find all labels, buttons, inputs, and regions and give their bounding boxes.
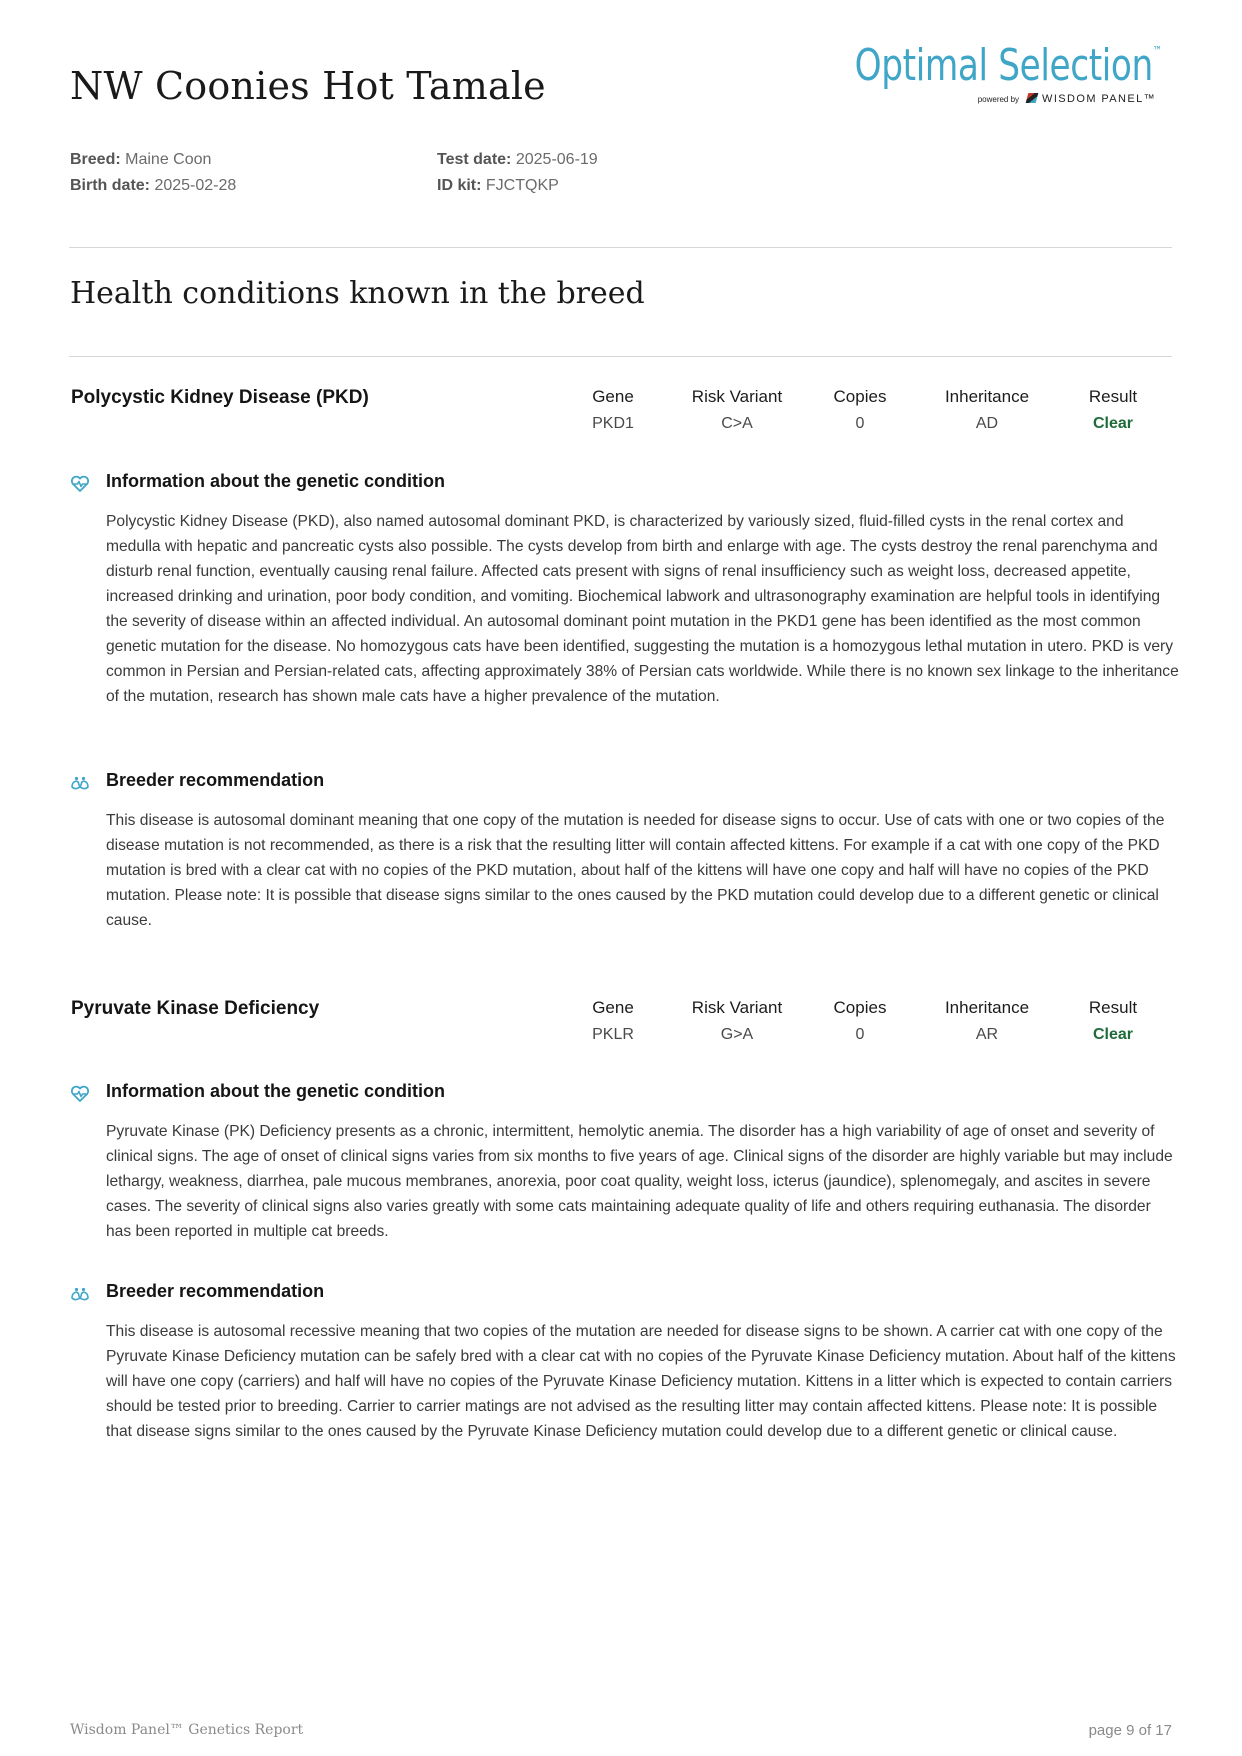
id-kit-label: ID kit: [437,177,482,194]
result-column [1048,998,1178,1044]
info-section-pyruvate-kinase [70,1081,1180,1240]
result-header: Result [1088,387,1138,406]
pet-details-left [70,147,236,199]
inheritance-header: Inheritance [944,387,1030,406]
breeder-text: This disease is autosomal dominant meaning that one copy of the mutation is needed for disease signs to occur. Use of cats with one or two copies of the disease mutation is not recommended, as there is a risk that the resulting litter will contain affected kittens. For example if a cat with one copy of the PKD mutation is bred with a clear cat with no copies of the PKD mutation, about half of the kittens will have one copy and half will have no copies of the PKD mutation. Please note: It is possible that disease signs similar to the ones caused by the PKD mutation could develop due to a different genetic or clinical cause. [106,812,1165,929]
optimal-selection-logo [854,40,1162,108]
footer-report-name: Wisdom Panel™ Genetics Report [70,1722,304,1738]
risk-variant-header: Risk Variant [691,387,783,406]
info-text: Pyruvate Kinase (PK) Deficiency presents as a chronic, intermittent, hemolytic anemia. The disorder has a high variability of age of onset and severity of clinical signs. The age of onset of clinical signs varies from six months to five years of age. Clinical signs of the disorder are highly variable but may include lethargy, weakness, diarrhea, pale mucous membranes, anorexia, poor coat quality, weight loss, icterus (jaundice), splenomegaly, and ascites in severe cases. The severity of clinical signs also varies greatly with some cats maintaining adequate quality of life and others requiring euthanasia. The disorder has been reported in multiple cat breeds. [106,1123,1173,1240]
logo-brand: WISDOM PANEL™ [1042,93,1156,105]
condition-title: Polycystic Kidney Disease (PKD) [71,387,369,408]
inheritance-value: AD [975,415,999,432]
breed-label: Breed: [70,151,121,168]
gene-value: PKD1 [592,415,634,432]
gene-column [548,387,678,433]
risk-variant-value: G>A [720,1026,754,1043]
footer-page-number: page 9 of 17 [1088,1722,1172,1739]
gene-header: Gene [592,998,634,1017]
cat-pair-icon [70,773,90,793]
pet-details-right [437,147,598,199]
header-divider [69,247,1172,248]
heart-pulse-icon [70,1084,90,1104]
section-divider [69,356,1172,357]
logo-main-text: Optimal Selection [854,40,1154,91]
birth-date-value: 2025-02-28 [154,177,237,194]
risk-variant-column [672,998,802,1044]
birth-date-row [70,173,236,199]
test-date-value: 2025-06-19 [515,151,598,168]
breeder-title: Breeder recommendation [106,1281,325,1301]
condition-title: Pyruvate Kinase Deficiency [71,998,320,1019]
copies-header: Copies [833,387,887,406]
info-title: Information about the genetic condition [106,1081,445,1101]
breeder-title: Breeder recommendation [106,770,325,790]
id-kit-value: FJCTQKP [485,177,559,194]
risk-variant-value: C>A [721,415,753,432]
breed-value: Maine Coon [125,151,212,168]
gene-column [548,998,678,1044]
breed-row [70,147,236,173]
test-date-row [437,147,598,173]
result-header: Result [1088,998,1138,1017]
wisdom-panel-mark-icon [1026,93,1039,103]
copies-column [795,998,925,1044]
info-text: Polycystic Kidney Disease (PKD), also named autosomal dominant PKD, is characterized by variously sized, fluid-filled cysts in the renal cortex and medulla with hepatic and pancreatic cysts also possible. The cysts develop from birth and enlarge with age. The cysts destroy the renal parenchyma and disturb renal function, eventually causing renal failure. Affected cats present with signs of renal insufficiency such as weight loss, decreased appetite, increased drinking and urination, poor body condition, and vomiting. Biochemical labwork and ultrasonography examination are helpful tools in identifying the severity of disease within an affected individual. An autosomal dominant point mutation in the PKD1 gene has been identified as the most common genetic mutation for the disease. No homozygous cats have been identified, suggesting the mutation is a homozygous lethal mutation in utero. PKD is very common in Persian and Persian-related cats, affecting approximately 38% of Persian cats worldwide. While there is no known sex linkage to the inheritance of the mutation, research has shown male cats have a higher prevalence of the mutation. [106,513,1179,705]
cat-name: NW Coonies Hot Tamale [70,64,546,108]
risk-variant-header: Risk Variant [691,998,783,1017]
result-column [1048,387,1178,433]
copies-column [795,387,925,433]
breeder-section-pyruvate-kinase [70,1281,1180,1440]
section-title: Health conditions known in the breed [70,276,645,311]
info-title: Information about the genetic condition [106,471,445,491]
birth-date-label: Birth date: [70,177,150,194]
breeder-text: This disease is autosomal recessive meaning that two copies of the mutation are needed for disease signs to be shown. A carrier cat with one copy of the Pyruvate Kinase Deficiency mutation can be safely bred with a clear cat with no copies of the Pyruvate Kinase Deficiency mutation. About half of the kittens will have one copy (carriers) and half will have no copies of the Pyruvate Kinase Deficiency mutation. Kittens in a litter which is expected to contain carriers should be tested prior to breeding. Carrier to carrier matings are not advised as the resulting litter may contain affected kittens. Please note: It is possible that disease signs similar to the ones caused by the Pyruvate Kinase Deficiency mutation could develop due to a different genetic or clinical cause. [106,1323,1176,1440]
inheritance-header: Inheritance [944,998,1030,1017]
gene-value: PKLR [592,1026,634,1043]
result-value: Clear [1092,415,1134,432]
test-date-label: Test date: [437,151,512,168]
result-value: Clear [1092,1026,1134,1043]
logo-powered-by: powered by [977,95,1020,104]
breeder-section-pkd [70,770,1180,929]
cat-pair-icon [70,1284,90,1304]
copies-header: Copies [833,998,887,1017]
risk-variant-column [672,387,802,433]
heart-pulse-icon [70,474,90,494]
inheritance-value: AR [975,1026,999,1043]
info-section-pkd [70,471,1180,705]
id-kit-row [437,173,598,199]
inheritance-column [922,998,1052,1044]
inheritance-column [922,387,1052,433]
copies-value: 0 [855,1026,865,1043]
gene-header: Gene [592,387,634,406]
logo-tm: ™ [1153,44,1162,58]
copies-value: 0 [855,415,865,432]
